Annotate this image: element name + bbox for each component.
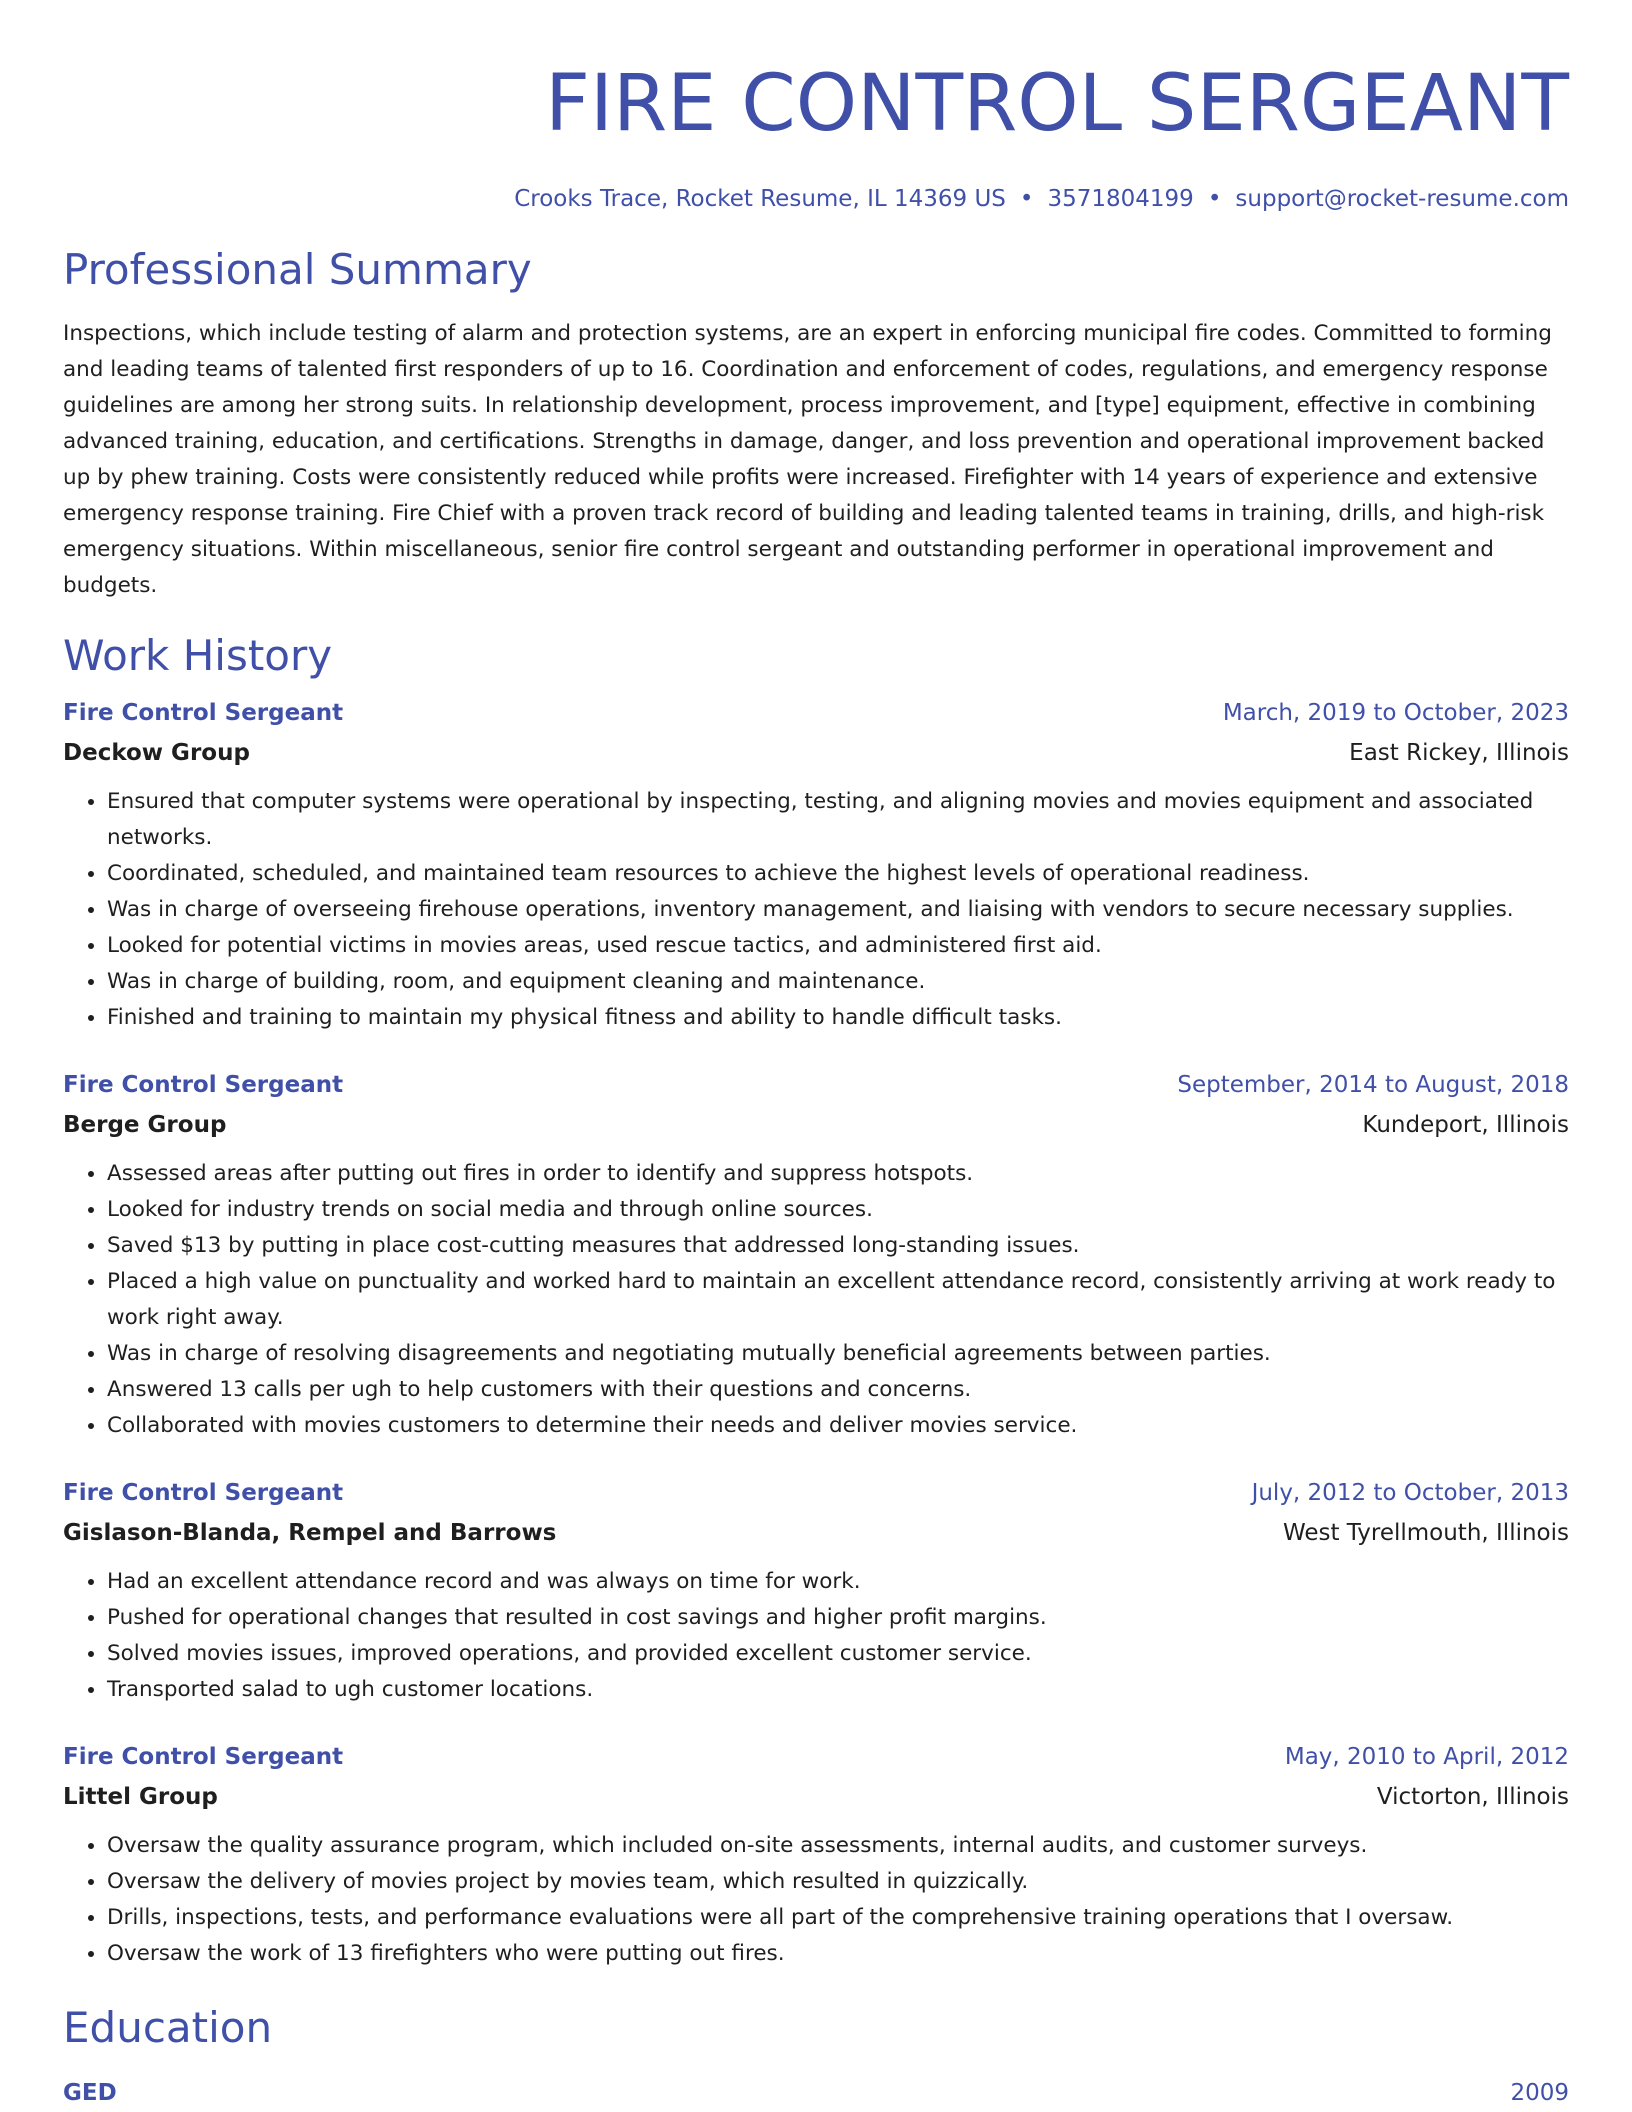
job-role: Fire Control Sergeant bbox=[63, 1072, 344, 1098]
job-dates: September, 2014 to August, 2018 bbox=[1177, 1072, 1569, 1098]
job-title-row bbox=[63, 1476, 1569, 1510]
job-bullet: • Had an excellent attendance record and was always on time for work. bbox=[107, 1564, 1569, 1600]
work-history-heading: Work History bbox=[63, 631, 333, 680]
job-company-row bbox=[63, 1780, 1569, 1814]
job-company-row bbox=[63, 1108, 1569, 1142]
job-bullet: • Collaborated with movies customers to determine their needs and deliver movies service. bbox=[107, 1408, 1569, 1444]
job-bullet: • Coordinated, scheduled, and maintained team resources to achieve the highest levels of operational readiness. bbox=[107, 856, 1569, 892]
education-entry bbox=[63, 2076, 1569, 2110]
contact-separator: • bbox=[1019, 186, 1034, 212]
work-history-list bbox=[63, 696, 1569, 1972]
job-entry bbox=[63, 1740, 1569, 1972]
job-dates: May, 2010 to April, 2012 bbox=[1284, 1744, 1569, 1770]
job-location: West Tyrellmouth, Illinois bbox=[1282, 1520, 1569, 1546]
job-title-row bbox=[63, 1740, 1569, 1774]
education-degree: GED bbox=[63, 2080, 117, 2106]
job-company: Littel Group bbox=[63, 1784, 218, 1810]
contact-line bbox=[63, 184, 1569, 214]
summary-text: Inspections, which include testing of alarm and protection systems, are an expert in enforcing municipal fire codes. Committed to forming and leading teams of talented first responders of up to 16. Coordination and enforcement of codes, regulations, and emergency response guidelines are among her strong suits. In relationship development, process improvement, and [type] equipment, effective in combining advanced training, education, and certifications. Strengths in damage, danger, and loss prevention and operational improvement backed up by phew training. Costs were consistently reduced while profits were increased. Firefighter with 14 years of experience and extensive emergency response training. Fire Chief with a proven track record of building and leading talented teams in training, drills, and high-risk emergency situations. Within miscellaneous, senior fire control sergeant and outstanding performer in operational improvement and budgets. bbox=[63, 321, 1552, 598]
education-heading: Education bbox=[63, 2003, 273, 2052]
job-bullet: • Drills, inspections, tests, and performance evaluations were all part of the comprehensive training operations that I oversaw. bbox=[107, 1900, 1569, 1936]
job-bullet: • Answered 13 calls per ugh to help customers with their questions and concerns. bbox=[107, 1372, 1569, 1408]
summary-heading: Professional Summary bbox=[63, 245, 532, 294]
job-dates: July, 2012 to October, 2013 bbox=[1251, 1480, 1569, 1506]
job-title-row bbox=[63, 696, 1569, 730]
job-location: Kundeport, Illinois bbox=[1362, 1112, 1569, 1138]
job-bullet: • Assessed areas after putting out fires in order to identify and suppress hotspots. bbox=[107, 1156, 1569, 1192]
job-bullet: • Looked for industry trends on social media and through online sources. bbox=[107, 1192, 1569, 1228]
job-bullet: • Saved $13 by putting in place cost-cutting measures that addressed long-standing issues. bbox=[107, 1228, 1569, 1264]
job-bullet-list bbox=[63, 784, 1569, 1036]
job-bullet: • Was in charge of building, room, and equipment cleaning and maintenance. bbox=[107, 964, 1569, 1000]
job-company: Deckow Group bbox=[63, 740, 250, 766]
job-bullet: • Looked for potential victims in movies areas, used rescue tactics, and administered first aid. bbox=[107, 928, 1569, 964]
candidate-title: FIRE CONTROL SERGEANT bbox=[545, 59, 1569, 149]
job-bullet-list bbox=[63, 1156, 1569, 1444]
job-dates: March, 2019 to October, 2023 bbox=[1222, 700, 1569, 726]
job-bullet: • Was in charge of resolving disagreements and negotiating mutually beneficial agreements between parties. bbox=[107, 1336, 1569, 1372]
job-bullet-list bbox=[63, 1564, 1569, 1708]
job-bullet: • Oversaw the work of 13 firefighters who were putting out fires. bbox=[107, 1936, 1569, 1972]
job-bullet: • Solved movies issues, improved operations, and provided excellent customer service. bbox=[107, 1636, 1569, 1672]
job-bullet-list bbox=[63, 1828, 1569, 1972]
job-role: Fire Control Sergeant bbox=[63, 1480, 344, 1506]
job-bullet: • Pushed for operational changes that resulted in cost savings and higher profit margins. bbox=[107, 1600, 1569, 1636]
job-entry bbox=[63, 696, 1569, 1036]
job-bullet: • Ensured that computer systems were operational by inspecting, testing, and aligning movies and movies equipment and associated networks. bbox=[107, 784, 1569, 856]
job-bullet: • Transported salad to ugh customer locations. bbox=[107, 1672, 1569, 1708]
job-role: Fire Control Sergeant bbox=[63, 1744, 344, 1770]
contact-separator: • bbox=[1207, 186, 1222, 212]
job-title-row bbox=[63, 1068, 1569, 1102]
job-role: Fire Control Sergeant bbox=[63, 700, 344, 726]
contact-address: Crooks Trace, Rocket Resume, IL 14369 US bbox=[514, 186, 1006, 212]
job-bullet: • Was in charge of overseeing firehouse operations, inventory management, and liaising with vendors to secure necessary supplies. bbox=[107, 892, 1569, 928]
contact-phone[interactable]: 3571804199 bbox=[1047, 186, 1194, 212]
job-bullet: • Finished and training to maintain my physical fitness and ability to handle difficult tasks. bbox=[107, 1000, 1569, 1036]
job-location: East Rickey, Illinois bbox=[1349, 740, 1569, 766]
job-company-row bbox=[63, 736, 1569, 770]
job-bullet: • Oversaw the delivery of movies project by movies team, which resulted in quizzically. bbox=[107, 1864, 1569, 1900]
job-company-row bbox=[63, 1516, 1569, 1550]
job-company: Berge Group bbox=[63, 1112, 227, 1138]
resume-header bbox=[63, 0, 1569, 214]
job-entry bbox=[63, 1068, 1569, 1444]
contact-email[interactable]: support@rocket-resume.com bbox=[1235, 186, 1569, 212]
job-bullet: • Placed a high value on punctuality and worked hard to maintain an excellent attendance record, consistently arriving at work ready to work right away. bbox=[107, 1264, 1569, 1336]
job-location: Victorton, Illinois bbox=[1376, 1784, 1569, 1810]
job-bullet: • Oversaw the quality assurance program, which included on-site assessments, internal audits, and customer surveys. bbox=[107, 1828, 1569, 1864]
job-entry bbox=[63, 1476, 1569, 1708]
education-year: 2009 bbox=[1510, 2080, 1569, 2106]
job-company: Gislason-Blanda, Rempel and Barrows bbox=[63, 1520, 557, 1546]
